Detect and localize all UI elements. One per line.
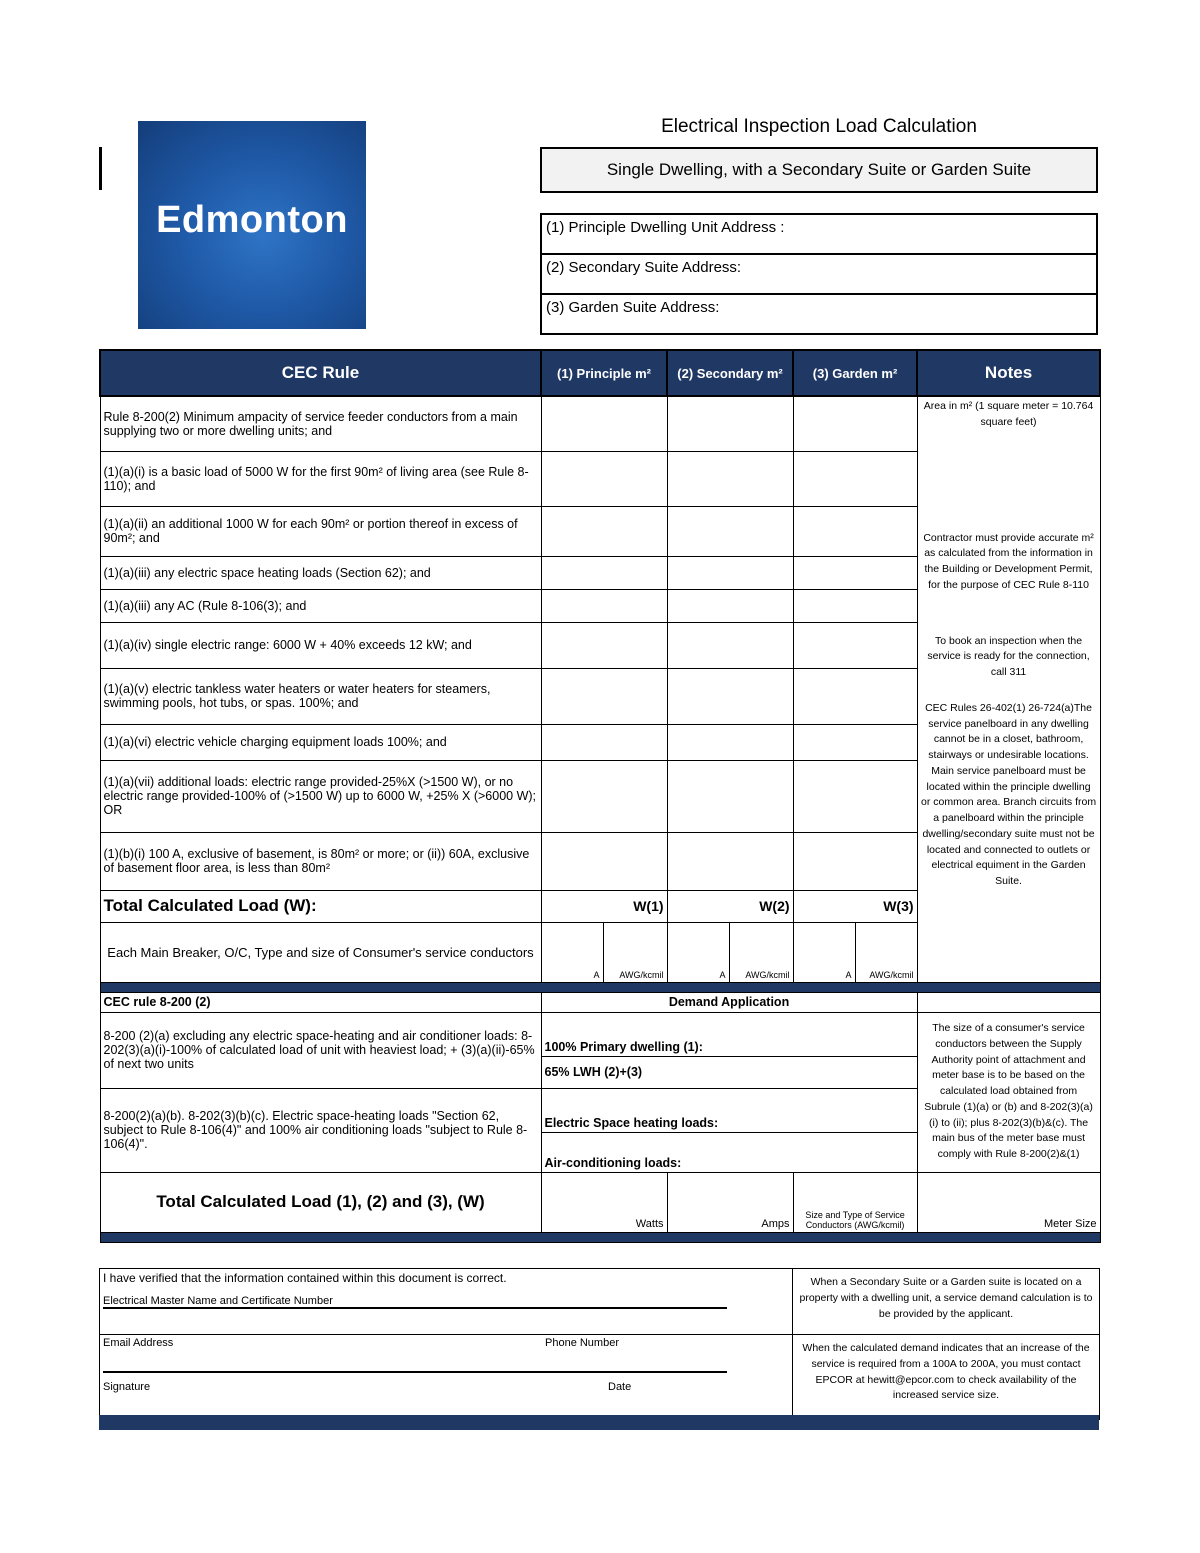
meter-size-field[interactable]: Meter Size	[917, 1172, 1100, 1232]
principle-input[interactable]	[541, 760, 667, 832]
col-header-notes: Notes	[917, 350, 1100, 396]
primary-dwelling-field[interactable]: 100% Primary dwelling (1):	[541, 1012, 917, 1056]
garden-input[interactable]	[793, 556, 917, 589]
garden-input[interactable]	[793, 396, 917, 451]
total-w2[interactable]: W(2)	[667, 890, 793, 922]
total-w1[interactable]: W(1)	[541, 890, 667, 922]
note-book-inspection: To book an inspection when the service is ready for the connection, call 311	[927, 634, 1090, 678]
garden-input[interactable]	[793, 668, 917, 724]
verification-section	[99, 1268, 1100, 1420]
rule-text: (1)(a)(iv) single electric range: 6000 W + 40% exceeds 12 kW; and	[100, 622, 541, 668]
rule-text: (1)(a)(iii) any electric space heating loads (Section 62); and	[100, 556, 541, 589]
col-header-garden: (3) Garden m²	[793, 350, 917, 396]
amps-field[interactable]: Amps	[667, 1172, 793, 1232]
secondary-address-field[interactable]: (2) Secondary Suite Address:	[540, 253, 1098, 295]
master-name-field[interactable]: Electrical Master Name and Certificate Number	[103, 1285, 727, 1309]
principle-input[interactable]	[541, 589, 667, 622]
text-cursor	[99, 147, 102, 190]
load-calculation-table	[99, 349, 1101, 1243]
secondary-input[interactable]	[667, 556, 793, 589]
note-area: Area in m² (1 square meter = 10.764 square feet)	[923, 400, 1094, 428]
demand-cec-rule: CEC rule 8-200 (2)	[100, 992, 541, 1012]
section-divider	[100, 982, 1100, 992]
logo-text: Edmonton	[156, 199, 348, 241]
garden-input[interactable]	[793, 589, 917, 622]
rule-text: (1)(a)(v) electric tankless water heaters or water heaters for steamers, swimming pools, hot tubs, or spas. 100%; and	[100, 668, 541, 724]
total-load-combined-label: Total Calculated Load (1), (2) and (3), (W)	[100, 1172, 541, 1232]
secondary-input[interactable]	[667, 506, 793, 556]
signature-field[interactable]: Signature	[103, 1381, 151, 1393]
footer-note-suite: When a Secondary Suite or a Garden suite is located on a property with a dwelling unit, a service demand calculation is to be provided by the applicant.	[793, 1269, 1100, 1335]
amp-input-2[interactable]: A	[667, 922, 729, 982]
secondary-input[interactable]	[667, 668, 793, 724]
secondary-input[interactable]	[667, 832, 793, 890]
verify-statement: I have verified that the information contained within this document is correct.	[103, 1271, 507, 1285]
email-phone-row	[103, 1337, 727, 1373]
awg-input-2[interactable]: AWG/kcmil	[729, 922, 793, 982]
secondary-input[interactable]	[667, 589, 793, 622]
awg-input-3[interactable]: AWG/kcmil	[855, 922, 917, 982]
garden-input[interactable]	[793, 760, 917, 832]
secondary-input[interactable]	[667, 760, 793, 832]
conductors-field[interactable]: Size and Type of Service Conductors (AWG/kcmil)	[793, 1172, 917, 1232]
breaker-label: Each Main Breaker, O/C, Type and size of Consumer's service conductors	[100, 922, 541, 982]
form-subtitle: Single Dwelling, with a Secondary Suite or Garden Suite	[540, 147, 1098, 193]
space-heating-field[interactable]: Electric Space heating loads:	[541, 1088, 917, 1132]
section-divider	[100, 1232, 1100, 1242]
rule-text: (1)(a)(ii) an additional 1000 W for each 90m² or portion thereof in excess of 90m²; and	[100, 506, 541, 556]
garden-input[interactable]	[793, 622, 917, 668]
phone-field[interactable]: Phone Number	[545, 1337, 619, 1349]
principle-input[interactable]	[541, 724, 667, 760]
garden-input[interactable]	[793, 506, 917, 556]
secondary-input[interactable]	[667, 622, 793, 668]
col-header-principle: (1) Principle m²	[541, 350, 667, 396]
awg-input-1[interactable]: AWG/kcmil	[603, 922, 667, 982]
rule-text: (1)(b)(i) 100 A, exclusive of basement, is 80m² or more; or (ii)) 60A, exclusive of basement floor area, is less than 80m²	[100, 832, 541, 890]
total-w3[interactable]: W(3)	[793, 890, 917, 922]
principle-input[interactable]	[541, 451, 667, 506]
demand-application-header: Demand Application	[541, 992, 917, 1012]
garden-input[interactable]	[793, 451, 917, 506]
edmonton-logo	[138, 121, 366, 329]
garden-input[interactable]	[793, 724, 917, 760]
amp-input-1[interactable]: A	[541, 922, 603, 982]
principle-input[interactable]	[541, 506, 667, 556]
air-conditioning-field[interactable]: Air-conditioning loads:	[541, 1132, 917, 1172]
demand-rule-a: 8-200 (2)(a) excluding any electric space-heating and air conditioner loads: 8-202(3)(a)(i)-100% of calculated load of unit with heaviest load; + (3)(a)(ii)-65% of next two units	[100, 1012, 541, 1088]
date-field[interactable]: Date	[608, 1381, 632, 1393]
secondary-input[interactable]	[667, 724, 793, 760]
rule-text: (1)(a)(i) is a basic load of 5000 W for the first 90m² of living area (see Rule 8-110); and	[100, 451, 541, 506]
garden-address-field[interactable]: (3) Garden Suite Address:	[540, 293, 1098, 335]
note-cec-rules: CEC Rules 26-402(1) 26-724(a)The service panelboard in any dwelling cannot be in a closet, bathroom, stairways or undesirable locations. Main service panelboard must be located within the principle dwelling or common area. Branch circuits from a panelboard within the principle dwelling/secondary suite must not be located and connected to outlets or electrical equiment in the Garden Suite.	[921, 701, 1097, 887]
principle-input[interactable]	[541, 622, 667, 668]
demand-rule-b: 8-200(2)(a)(b). 8-202(3)(b)(c). Electric space-heating loads "Section 62, subject to Rule 8-106(4)" and 100% air conditioning loads "subject to Rule 8-106(4)".	[100, 1088, 541, 1172]
bottom-bar	[99, 1415, 1099, 1430]
principle-input[interactable]	[541, 396, 667, 451]
note-contractor: Contractor must provide accurate m² as calculated from the information in the Building or Development Permit, for the purpose of CEC Rule 8-110	[923, 531, 1094, 591]
col-header-secondary: (2) Secondary m²	[667, 350, 793, 396]
secondary-input[interactable]	[667, 396, 793, 451]
form-title: Electrical Inspection Load Calculation	[661, 116, 977, 137]
rule-text: (1)(a)(vii) additional loads: electric range provided-25%X (>1500 W), or no electric range provided-100% of (>1500 W) up to 6000 W, +25% X (>6000 W); OR	[100, 760, 541, 832]
principle-address-field[interactable]: (1) Principle Dwelling Unit Address :	[540, 213, 1098, 255]
watts-field[interactable]: Watts	[541, 1172, 667, 1232]
garden-input[interactable]	[793, 832, 917, 890]
total-load-label: Total Calculated Load (W):	[100, 890, 541, 922]
footer-note-epcor: When the calculated demand indicates that an increase of the service is required from a 100A to 200A, you must contact EPCOR at hewitt@epcor.com to check availability of the increased service size.	[793, 1335, 1100, 1420]
principle-input[interactable]	[541, 832, 667, 890]
col-header-rule: CEC Rule	[100, 350, 541, 396]
notes-column	[917, 396, 1100, 982]
principle-input[interactable]	[541, 668, 667, 724]
rule-text: (1)(a)(vi) electric vehicle charging equipment loads 100%; and	[100, 724, 541, 760]
email-field[interactable]: Email Address	[103, 1337, 174, 1349]
demand-note: The size of a consumer's service conductors between the Supply Authority point of attachment and meter base is to be based on the calculated load obtained from Subrule (1)(a) or (b) and 8-202(3)(a)(i) to (ii); plus 8-202(3)(b)&(c). The main bus of the meter base must comply with Rule 8-200(2)&(1)	[917, 1012, 1100, 1172]
rule-text: Rule 8-200(2) Minimum ampacity of service feeder conductors from a main supplying two or more dwelling units; and	[100, 396, 541, 451]
principle-input[interactable]	[541, 556, 667, 589]
amp-input-3[interactable]: A	[793, 922, 855, 982]
rule-text: (1)(a)(iii) any AC (Rule 8-106(3); and	[100, 589, 541, 622]
secondary-input[interactable]	[667, 451, 793, 506]
signature-date-row	[103, 1373, 727, 1417]
lwh-field[interactable]: 65% LWH (2)+(3)	[541, 1056, 917, 1088]
